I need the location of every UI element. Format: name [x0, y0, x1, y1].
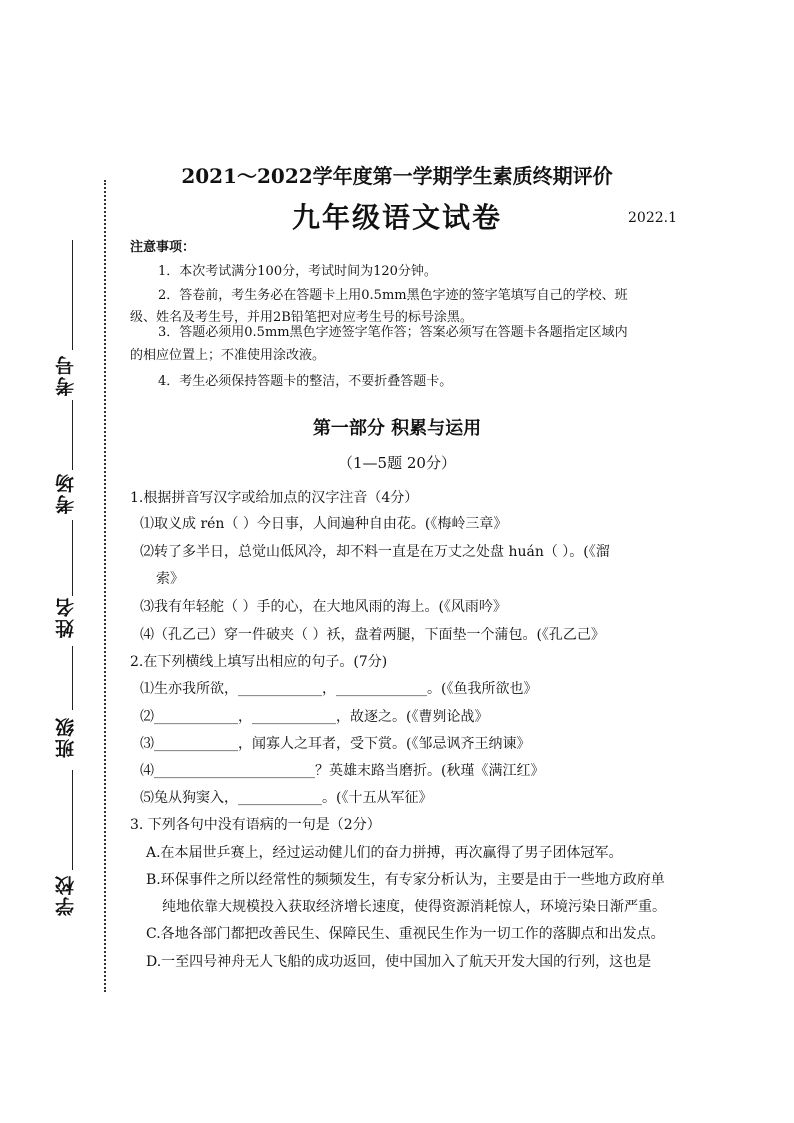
exam-paper-title: 九年级语文试卷: [291, 201, 502, 234]
question-2-item-3: ⑶____________，闻寡人之耳者，受下赏。(《邹忌讽齐王纳谏》: [140, 736, 531, 752]
question-1-item-2: ⑵转了多半日，总觉山低风冷，却不料一直是在万丈之处盘 huán（ ）。(《溜: [140, 544, 610, 560]
question-3-option-b-cont: 纯地依靠大规模投入获取经济增长速度，使得资源消耗惊人，环境污染日渐严重。: [162, 899, 666, 915]
section-title: 第一部分 积累与运用: [312, 418, 482, 439]
banji-rule: [72, 646, 73, 710]
xuexiao-rule: [72, 770, 73, 870]
banji-label: 班级: [55, 716, 77, 758]
note-3-line1: 3．答题必须用0.5mm黑色字迹签字笔作答；答案必须写在答题卡各题指定区域内: [158, 325, 628, 340]
section-subtitle: （1—5题 20分）: [338, 454, 456, 472]
note-2-line1: 2．答卷前，考生务必在答题卡上用0.5mm黑色字迹的签字笔填写自己的学校、班: [158, 288, 628, 303]
kaohao-rule: [72, 240, 73, 350]
question-3-option-d: D.一至四号神舟无人飞船的成功返回，使中国加入了航天开发大国的行列，这也是: [146, 954, 652, 970]
question-1-stem: 1.根据拼音写汉字或给加点的汉字注音（4分）: [130, 490, 419, 506]
question-2-item-2: ⑵____________，____________，故逐之。(《曹刿论战》: [140, 709, 489, 725]
question-2-item-5: ⑸兔从狗窦入，____________。(《十五从军征》: [140, 790, 433, 806]
question-2-stem: 2.在下列横线上填写出相应的句子。(7分): [130, 654, 388, 670]
kaochang-label: 考场: [55, 472, 77, 514]
xuexiao-label: 学校: [55, 874, 77, 916]
notes-heading: 注意事项：: [130, 240, 196, 255]
question-1-item-3: ⑶我有年轻舵（ ）手的心，在大地风雨的海上。(《风雨吟》: [140, 599, 507, 615]
question-1-item-4: ⑷（孔乙己）穿一件破夹（ ）袄，盘着两腿，下面垫一个蒲包。(《孔乙己》: [140, 627, 605, 643]
question-1-item-2-cont: 索》: [156, 571, 184, 587]
question-1-item-1: ⑴取义成 rén（ ）今日事，人间遍种自由花。(《梅岭三章》: [140, 516, 508, 532]
note-4: 4．考生必须保持答题卡的整洁，不要折叠答题卡。: [158, 374, 453, 389]
xingming-rule: [72, 520, 73, 596]
kaohao-label: 考号: [55, 354, 77, 396]
xingming-label: 姓名: [55, 596, 77, 638]
question-3-option-c: C.各地各部门都把改善民生、保障民生、重视民生作为一切工作的落脚点和出发点。: [146, 926, 665, 942]
question-3-option-a: A.在本届世乒赛上，经过运动健儿们的奋力拼搏，再次赢得了男子团体冠军。: [146, 845, 623, 861]
note-3-line2: 的相应位置上；不准使用涂改液。: [130, 348, 326, 363]
exam-date: 2022.1: [628, 210, 677, 226]
question-3-option-b: B.环保事件之所以经常性的频频发生，有专家分析认为，主要是由于一些地方政府单: [146, 872, 665, 888]
question-2-item-1: ⑴生亦我所欲，____________，_____________。(《鱼我所欲也》: [140, 681, 538, 697]
binding-dotted-line: [104, 180, 106, 992]
question-3-stem: 3. 下列各句中没有语病的一句是（2分）: [130, 817, 381, 833]
exam-term-title: 2021～2022学年度第一学期学生素质终期评价: [181, 164, 613, 188]
question-2-item-4: ⑷_______________________？英雄末路当磨折。(秋瑾《满江红》: [140, 763, 545, 779]
note-1: 1．本次考试满分100分，考试时间为120分钟。: [158, 264, 437, 279]
note-2-line2: 级、姓名及考生号，并用2B铅笔把对应考生号的标号涂黑。: [130, 310, 473, 325]
